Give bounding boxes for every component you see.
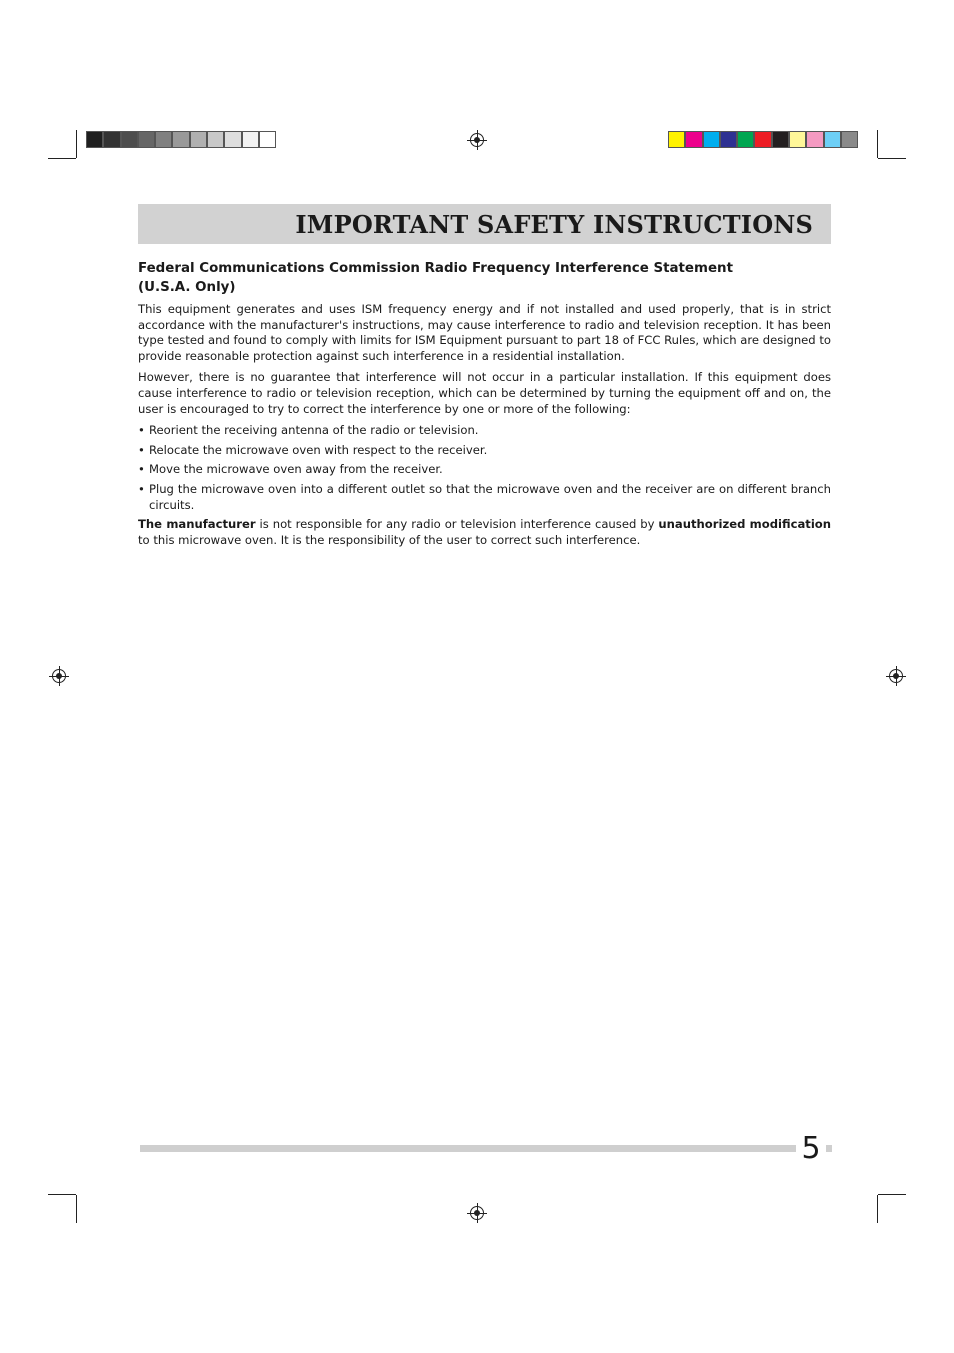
color-swatch	[155, 131, 172, 148]
title-bar	[138, 204, 831, 244]
color-swatch	[772, 131, 789, 148]
manufacturer-emphasis: The manufacturer	[138, 517, 256, 532]
registration-mark-icon	[470, 1206, 484, 1220]
paragraph-2: However, there is no guarantee that interference will not occur in a particular installation. If this equipment does cause interference to radio or television reception, which can be determined by turning the equipment off and on, the user is encouraged to try to correct the interference by one or more of the following:	[138, 370, 831, 416]
crop-mark	[878, 1194, 906, 1195]
color-swatch	[259, 131, 276, 148]
closing-paragraph	[138, 517, 831, 548]
crop-mark	[76, 1195, 77, 1223]
color-swatch	[806, 131, 823, 148]
crop-mark	[48, 1194, 76, 1195]
color-swatch	[737, 131, 754, 148]
page-number: 5	[796, 1128, 826, 1170]
color-swatch	[172, 131, 189, 148]
crop-mark	[877, 1195, 878, 1223]
color-swatch	[789, 131, 806, 148]
closing-text-2: to this microwave oven. It is the responsibility of the user to correct such interference.	[138, 532, 641, 547]
color-calibration-strip	[668, 131, 858, 148]
section-heading-line1: Federal Communications Commission Radio Frequency Interference Statement	[138, 261, 733, 276]
paragraph-1: This equipment generates and uses ISM frequency energy and if not installed and used properly, that is in strict accordance with the manufacturer's instructions, may cause interference to radio and television reception. It has been type tested and found to comply with limits for ISM Equipment pursuant to part 18 of FCC Rules, which are designed to provide reasonable protection against such interference in a residential installation.	[138, 302, 831, 363]
color-swatch	[86, 131, 103, 148]
color-swatch	[224, 131, 241, 148]
color-swatch	[703, 131, 720, 148]
color-swatch	[190, 131, 207, 148]
color-swatch	[824, 131, 841, 148]
color-swatch	[242, 131, 259, 148]
grayscale-calibration-strip	[86, 131, 276, 148]
remedy-list	[138, 423, 831, 513]
color-swatch	[685, 131, 702, 148]
list-item: • Plug the microwave oven into a different outlet so that the microwave oven and the receiver are on different branch circuits.	[138, 482, 831, 513]
page-title: IMPORTANT SAFETY INSTRUCTIONS	[295, 209, 813, 239]
section-heading-line2: (U.S.A. Only)	[138, 280, 236, 295]
registration-mark-icon	[52, 669, 66, 683]
registration-mark-icon	[470, 133, 484, 147]
crop-mark	[878, 158, 906, 159]
section-heading	[138, 259, 831, 297]
color-swatch	[720, 131, 737, 148]
closing-text-1: is not responsible for any radio or television interference caused by	[255, 517, 659, 532]
crop-mark	[48, 158, 76, 159]
color-swatch	[207, 131, 224, 148]
registration-mark-icon	[889, 669, 903, 683]
color-swatch	[668, 131, 685, 148]
crop-mark	[877, 130, 878, 158]
color-swatch	[121, 131, 138, 148]
color-swatch	[754, 131, 771, 148]
color-swatch	[138, 131, 155, 148]
list-item: • Move the microwave oven away from the receiver.	[138, 462, 831, 478]
crop-mark	[76, 130, 77, 158]
list-item: • Reorient the receiving antenna of the radio or television.	[138, 423, 831, 439]
footer-bar	[140, 1145, 832, 1152]
color-swatch	[103, 131, 120, 148]
fcc-statement-section	[138, 259, 831, 554]
color-swatch	[841, 131, 858, 148]
modification-emphasis: unauthorized modification	[658, 517, 832, 532]
list-item: • Relocate the microwave oven with respect to the receiver.	[138, 443, 831, 459]
